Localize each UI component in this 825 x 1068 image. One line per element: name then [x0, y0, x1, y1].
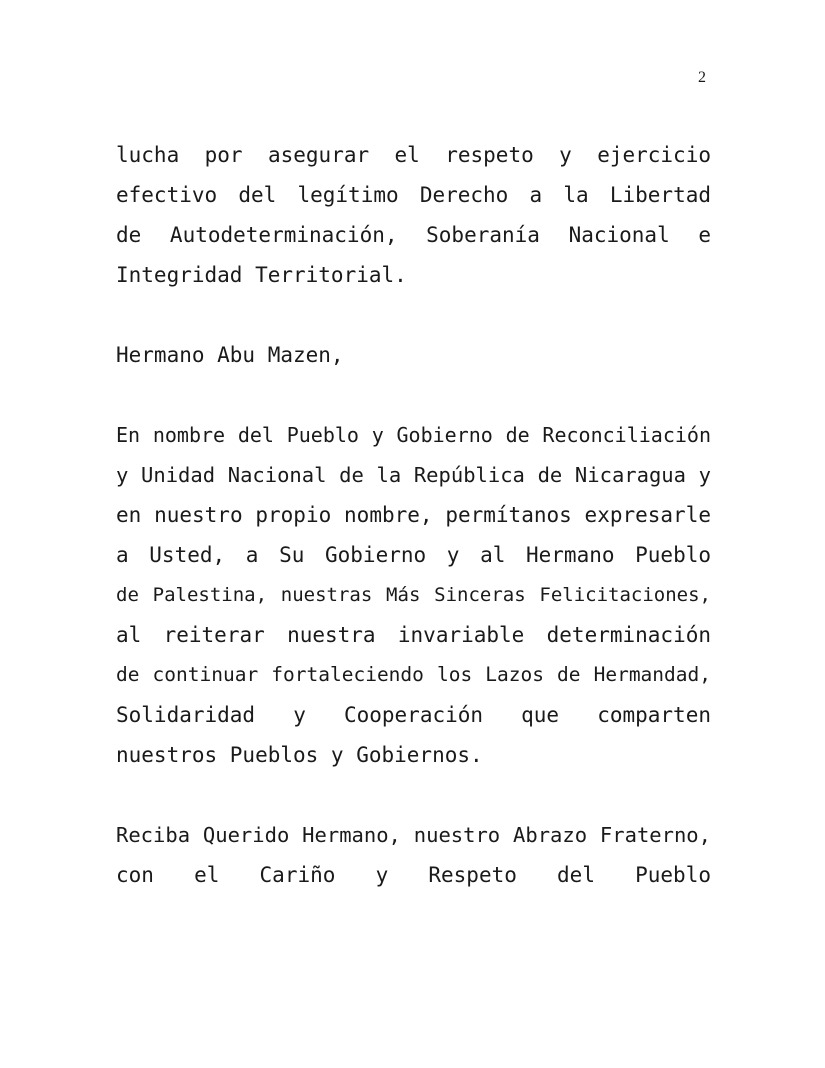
text-line: nuestros Pueblos y Gobiernos. [116, 743, 483, 767]
text-line: Solidaridad y Cooperación que comparten [116, 703, 711, 727]
paragraph-closing [116, 815, 711, 895]
paragraph-congratulations [116, 415, 711, 775]
paragraph-salutation [116, 335, 711, 375]
text-line: de continuar fortaleciendo los Lazos de Hermandad, [116, 663, 711, 686]
text-line: de Autodeterminación, Soberanía Nacional e [116, 223, 711, 247]
salutation-line: Hermano Abu Mazen, [116, 343, 344, 367]
text-line: Integridad Territorial. [116, 263, 407, 287]
text-line: efectivo del legítimo Derecho a la Libertad [116, 183, 711, 207]
page-number: 2 [698, 69, 706, 86]
text-line: Reciba Querido Hermano, nuestro Abrazo Fraterno, [116, 823, 711, 847]
text-line: en nuestro propio nombre, permítanos expresarle [116, 503, 711, 527]
text-line: y Unidad Nacional de la República de Nicaragua y [116, 463, 711, 487]
letter-body [116, 135, 711, 935]
text-line: de Palestina, nuestras Más Sinceras Felicitaciones, [116, 584, 711, 606]
paragraph-self-determination [116, 135, 711, 295]
text-line: a Usted, a Su Gobierno y al Hermano Pueblo [116, 543, 711, 567]
text-line: lucha por asegurar el respeto y ejercicio [116, 143, 711, 167]
text-line: En nombre del Pueblo y Gobierno de Reconciliación [116, 423, 711, 447]
text-line: con el Cariño y Respeto del Pueblo [116, 863, 711, 887]
text-line: al reiterar nuestra invariable determinación [116, 623, 711, 647]
